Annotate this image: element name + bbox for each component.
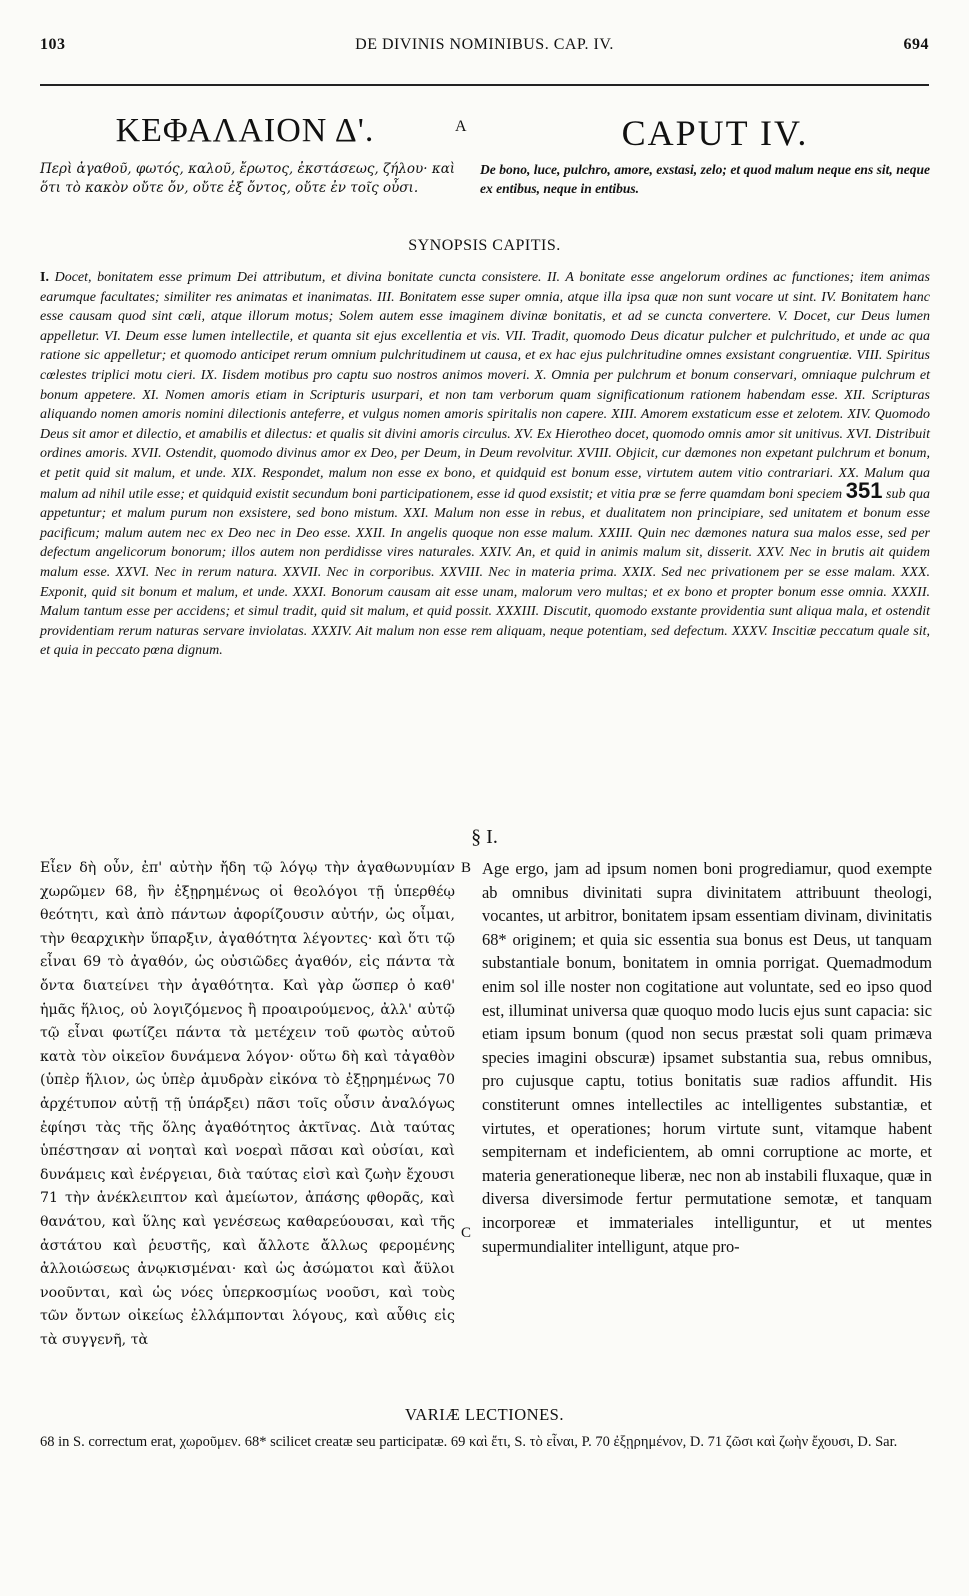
synopsis-text — [40, 268, 930, 661]
synopsis-heading: SYNOPSIS CAPITIS. — [408, 237, 561, 254]
right-page-number: 694 — [903, 36, 929, 53]
margin-marker-c: C — [461, 1225, 472, 1241]
running-title: DE DIVINIS NOMINIBUS. CAP. IV. — [355, 36, 614, 53]
synopsis-part-two: sub qua appetuntur; et malum purum non exsistere, sed bono mistum. XXI. Malum non esse in rebus, et dualitatem non principiare, sed unitatem et bonum esse pacificum; malum autem nec ex Deo nec in Deo esse. XXII. In angelis quoque non esse malum. XXIII. Quin nec dæmones natura sua malos esse, sed per defectum angelicorum bonorum; illos autem non perdidisse vires naturales. XXIV. An, et quid in animis malum sit, disserit. XXV. Nec in brutis ait quidem malum esse. XXVI. Nec in rerum natura. XXVII. Nec in corporibus. XXVIII. Nec in materia prima. XXIX. Sed nec privationem per se esse malam. XXX. Exponit, quid sit bonum et malum, et unde. XXXI. Bonorum causam ait esse unam, malorum vero multas; et ex bono et propter bonum esse omnia. XXXII. Malum tantum esse per accidens; et simul tradit, quid sit malum, et quid possit. XXXIII. Discutit, quomodo exstante providentia sunt aliqua mala, et ostendit providentiam rerum naturas servare inviolatas. XXXIV. Ait malum non esse rem aliquam, neque potentiam, sed defectum. XXXV. Inscitiæ peccatum quale sit, et quia in peccato pœna dignum. — [40, 486, 931, 659]
left-page-number: 103 — [40, 36, 66, 53]
section-heading: § I. — [471, 826, 498, 848]
greek-chapter-title: ΚΕΦΑΛΑΙΟΝ Δ'. — [115, 112, 375, 149]
variae-lectiones-heading: VARIÆ LECTIONES. — [405, 1405, 564, 1424]
variae-lectiones-notes: 68 in S. correctum erat, χωροῦμεν. 68* scilicet creatæ seu participatæ. 69 καὶ ἔτι, S. τὸ εἶναι, P. 70 ἐξῃρημένον, D. 71 ζῶσι καὶ ζωὴν ἔχουσι, D. Sar. — [40, 1434, 898, 1450]
latin-text-column: Age ergo, jam ad ipsum nomen boni progrediamur, quod exempte ab omnibus divinitati supra divinitatem attribuunt theologi, vocantes, ut arbitror, bonitatem ipsam essentiam divinam, divinitatis 68* originem; et quia sic essentia sua bonus est Deus, ut tanquam substantiale bonum, bonitatem in omnia porrigat. Quemadmodum enim sol ille noster non cogitatione aut voluntate, sed eo ipso quod est, illuminat universa quæ quoquo modo lucis ejus sunt capacia: sic etiam ipsum bonum (quod non secus præstat soli quam primæva species imagini obscuræ) ipsamet substantia sua, rebus omnibus, pro cujusque captu, totius bonitatis suæ radios affundit. His constiterunt omnes intellectiles ac intelligentes substantiæ, et virtutes, et operationes; horum virtute sunt, vitamque habent sempiternam et indeficientem, ab omni corruptione ac morte, et materia generationeque liberæ, nec non ab instabili fluxaque, quæ in diversa diversimode fertur permutatione semotæ, et tanquam incorporeæ et immateriales intelliguntur, et ut mentes supermundialiter intelligunt, atque pro- — [482, 859, 932, 1256]
running-head — [40, 36, 929, 60]
page-marker: 351 — [845, 477, 883, 503]
latin-chapter-summary: De bono, luce, pulchro, amore, exstasi, zelo; et quod malum neque ens sit, neque ex entibus, neque in entibus. — [480, 162, 930, 196]
latin-chapter-title: CAPUT IV. — [621, 113, 809, 153]
margin-marker-b: B — [461, 860, 472, 876]
synopsis-first-number: I. — [40, 270, 55, 285]
margin-marker-a: A — [455, 118, 467, 135]
synopsis-part-one: Docet, bonitatem esse primum Dei attributum, et divina bonitate cuncta consistere. II. A bonitate esse angelorum ordines ac functiones; item animas earumque facultates; similiter res animatas et inanimatas. III. Bonitatem esse super omnia, atque illa ipsa quæ non sunt vocare ut sint. IV. Bonitatem hanc esse causam quod sint cœli, atque illorum motus; Solem autem esse imaginem divinæ bonitatis, et ad se cuncta convertere. V. Docet, cur Deus lumen appelletur. VI. Deum esse lumen intellectile, et quanta sit ejus excellentia et vis. VII. Tradit, quomodo Deus dicatur pulcher et pulchritudo, et unde ac qua ratione sic appelletur; et quomodo anticipet rerum omnium pulchritudinem ut causa, et ex hac ejus pulchritudine omnes exsistant congruentiæ. VIII. Spiritus cœlestes triplici motu cieri. IX. Iisdem motibus pro captu suo nostros animos moveri. X. Omnia per pulchrum et bonum conservari, omniaque pulchrum et bonum appetere. XI. Nomen amoris etiam in Scripturis usurpari, et non tam verborum quam significationum rationem habendam esse. XII. Scripturas aliquando nomen amoris nomini dilectionis anteferre, et vulgus nomen amoris spiritalis non capere. XIII. Amorem exstaticum esse et zelotem. XIV. Quomodo Deus sit amor et dilectio, et amabilis et dilectus: et qualis sit divini amoris circulus. XV. Ex Hierotheo docet, quomodo omnis amor sit unitivus. XVI. Distribuit ordines amoris. XVII. Ostendit, quomodo divinus amor ex Deo, per Deum, in Deum revolvitur. XVIII. Objicit, cur dæmones non expetant pulchrum et bonum, et petit quid sit malum, et unde. XIX. Respondet, malum non esse ex bono, et quidquid est bonum esse, virtutem autem vitio contrariari. XX. Malum qua malum ad nihil utile esse; et quidquid existit secundum boni participationem, esse id quod exsistit; et vitia præ se ferre quamdam boni speciem — [40, 270, 930, 502]
header-rule — [40, 84, 929, 86]
greek-text-column: Εἶεν δὴ οὖν, ἐπ' αὐτὴν ἤδη τῷ λόγῳ τὴν ἀγαθωνυμίαν χωρῶμεν 68, ἣν ἐξῃρημένως οἱ θεολόγοι τῇ ὑπερθέῳ θεότητι, καὶ ἀπὸ πάντων ἀφορίζουσιν αὐτήν, ὡς οἶμαι, τὴν θεαρχικὴν ὕπαρξιν, ἀγαθότητα λέγοντες· καὶ ὅτι τῷ εἶναι 69 τὸ ἀγαθόν, ὡς οὐσιῶδες ἀγαθόν, εἰς πάντα τὰ ὄντα διατείνει τὴν ἀγαθότητα. Καὶ γὰρ ὥσπερ ὁ καθ' ἡμᾶς ἥλιος, οὐ λογιζόμενος ἢ προαιρούμενος, ἀλλ' αὐτῷ τῷ εἶναι φωτίζει πάντα τὰ μετέχειν τοῦ φωτὸς αὐτοῦ κατὰ τὸν οἰκεῖον δυνάμενα λόγον· οὕτω δὴ καὶ τἀγαθὸν (ὑπὲρ ἥλιον, ὡς ὑπὲρ ἀμυδρὰν εἰκόνα τὸ ἐξῃρημένως 70 ἀρχέτυπον αὐτῇ τῇ ὑπάρξει) πᾶσι τοῖς οὖσιν ἀναλόγως ἐφίησι τὰς τῆς ὅλης ἀγαθότητος ἀκτῖνας. Διὰ ταύτας ὑπέστησαν αἱ νοηταὶ καὶ νοεραὶ πᾶσαι καὶ οὐσίαι, καὶ δυνάμεις καὶ ἐνέργειαι, διὰ ταύτας εἰσὶ καὶ ζωὴν ἔχουσι 71 τὴν ἀνέκλειπτον καὶ ἀμείωτον, ἀπάσης φθορᾶς, καὶ θανάτου, καὶ ὕλης καὶ γενέσεως καθαρεύουσαι, καὶ τῆς ἀστάτου καὶ ῥευστῆς, καὶ ἄλλοτε ἄλλως φερομένης ἀλλοιώσεως ἀνῳκισμέναι· καὶ ὡς ἀσώματοι καὶ ἄϋλοι νοοῦνται, καὶ ὡς νόες ὑπερκοσμίως νοοῦσι, καὶ τοὺς τῶν ὄντων οἰκείως ἐλλάμπονται λόγους, καὶ αὖθις εἰς τὰ συγγενῆ, τὰ — [40, 860, 455, 1348]
greek-chapter-summary: Περὶ ἀγαθοῦ, φωτός, καλοῦ, ἔρωτος, ἐκστάσεως, ζήλου· καὶ ὅτι τὸ κακὸν οὔτε ὄν, οὔτε ἐξ ὄντος, οὔτε ἐν τοῖς οὖσι. — [40, 161, 456, 196]
